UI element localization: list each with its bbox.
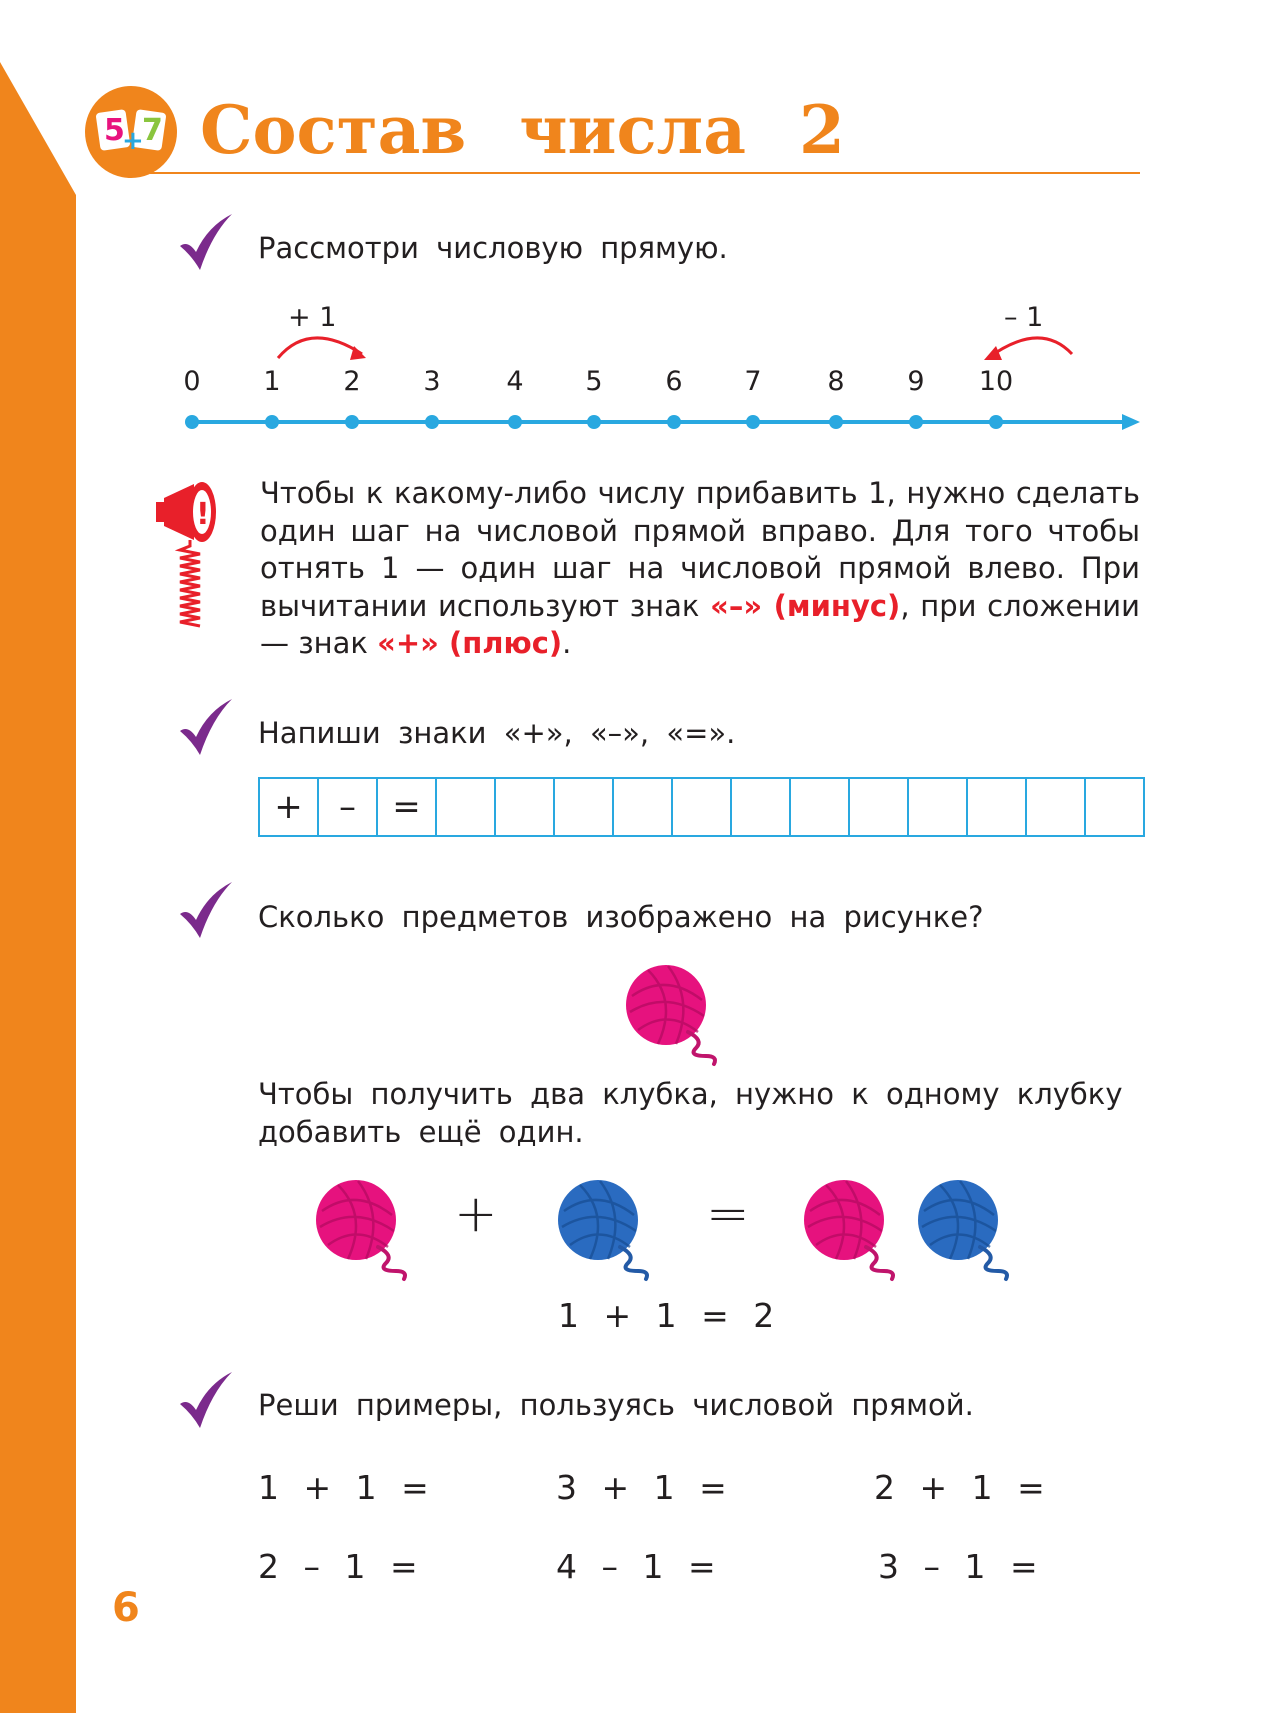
page-number: 6 <box>112 1585 140 1631</box>
number-line-label-2: 2 <box>343 366 361 397</box>
number-line-point-1 <box>265 415 279 429</box>
title-underline <box>150 172 1140 174</box>
checkmark-icon <box>178 880 234 942</box>
rule-paragraph <box>260 475 1140 663</box>
grid-cell[interactable] <box>731 778 790 836</box>
logo-badge-icon <box>84 85 179 180</box>
number-line-label-7: 7 <box>744 366 762 397</box>
plus-sign: + <box>454 1184 498 1244</box>
task3-explanation-2: добавить ещё один. <box>258 1115 584 1149</box>
grid-cell[interactable] <box>672 778 731 836</box>
result-equation: 1 + 1 = 2 <box>558 1296 775 1335</box>
minus-one-arrow-icon <box>988 338 1072 358</box>
checkmark-icon <box>178 697 234 759</box>
yarn-ball-blue-icon <box>910 1175 1030 1285</box>
minus-highlight: «–» (минус) <box>710 588 901 623</box>
rule-text-1: Чтобы к какому-либо числу прибавить 1, нужно сделать один шаг на числовой прямой вправо. Для того чтобы отнять 1 — один шаг на числовой прямой влево. При вычитании используют знак <box>260 476 1140 623</box>
number-line <box>170 300 1150 440</box>
task2-instruction: Напиши знаки «+», «–», «=». <box>258 716 736 750</box>
logo-plus: + <box>122 126 144 156</box>
arrow-head-icon <box>1122 414 1140 430</box>
grid-cell[interactable] <box>967 778 1026 836</box>
number-line-label-5: 5 <box>585 366 603 397</box>
grid-cell[interactable] <box>849 778 908 836</box>
number-line-label-6: 6 <box>665 366 683 397</box>
number-line-point-8 <box>829 415 843 429</box>
checkmark-icon <box>178 212 234 274</box>
number-line-label-8: 8 <box>827 366 845 397</box>
grid-cell[interactable] <box>1026 778 1085 836</box>
example-2-3: 3 – 1 = <box>878 1547 1038 1586</box>
logo-digit-7: 7 <box>142 113 163 148</box>
example-1-3: 2 + 1 = <box>874 1468 1045 1507</box>
rule-text-3: . <box>562 626 572 660</box>
page-title: Состав числа 2 <box>200 91 845 169</box>
plus-highlight: «+» (плюс) <box>377 626 563 660</box>
example-1-1: 1 + 1 = <box>258 1468 429 1507</box>
number-line-point-9 <box>909 415 923 429</box>
equals-sign: = <box>706 1184 750 1244</box>
yarn-ball-pink-icon <box>308 1175 428 1285</box>
grid-cell[interactable] <box>495 778 554 836</box>
grid-cell[interactable] <box>613 778 672 836</box>
grid-cell[interactable] <box>436 778 495 836</box>
number-line-point-7 <box>746 415 760 429</box>
example-2-1: 2 – 1 = <box>258 1547 418 1586</box>
plus-one-label: + 1 <box>288 302 337 333</box>
yarn-ball-pink-icon <box>618 960 738 1070</box>
yarn-ball-blue-icon <box>550 1175 670 1285</box>
grid-cell[interactable] <box>908 778 967 836</box>
yarn-ball-pink-icon <box>796 1175 916 1285</box>
minus-one-label: – 1 <box>1004 302 1044 333</box>
number-line-label-9: 9 <box>907 366 925 397</box>
checkmark-icon <box>178 1370 234 1432</box>
number-line-point-0 <box>185 415 199 429</box>
number-line-label-1: 1 <box>263 366 281 397</box>
megaphone-icon <box>150 470 230 660</box>
rule-text-2: , при сложении — знак <box>260 588 1141 660</box>
number-line-point-6 <box>667 415 681 429</box>
grid-cell[interactable] <box>1085 778 1144 836</box>
grid-cell[interactable]: = <box>377 778 436 836</box>
number-line-label-0: 0 <box>183 366 201 397</box>
task4-instruction: Реши примеры, пользуясь числовой прямой. <box>258 1388 974 1422</box>
grid-cell[interactable]: – <box>318 778 377 836</box>
number-line-label-3: 3 <box>423 366 441 397</box>
number-line-point-3 <box>425 415 439 429</box>
number-line-label-10: 10 <box>978 366 1014 397</box>
plus-one-arrow-icon <box>278 338 362 358</box>
number-line-point-4 <box>508 415 522 429</box>
example-2-2: 4 – 1 = <box>556 1547 716 1586</box>
logo-digit-5: 5 <box>104 113 125 148</box>
task1-instruction: Рассмотри числовую прямую. <box>258 231 728 265</box>
number-line-label-4: 4 <box>506 366 524 397</box>
example-1-2: 3 + 1 = <box>556 1468 727 1507</box>
grid-cell[interactable]: + <box>259 778 318 836</box>
number-line-point-5 <box>587 415 601 429</box>
grid-cell[interactable] <box>790 778 849 836</box>
task3-instruction: Сколько предметов изображено на рисунке? <box>258 900 984 934</box>
number-line-point-10 <box>989 415 1003 429</box>
signs-writing-grid <box>258 777 1145 837</box>
grid-cell[interactable] <box>554 778 613 836</box>
svg-text:!: ! <box>196 497 210 532</box>
number-line-point-2 <box>345 415 359 429</box>
task3-explanation-1: Чтобы получить два клубка, нужно к одному клубку <box>258 1077 1123 1111</box>
